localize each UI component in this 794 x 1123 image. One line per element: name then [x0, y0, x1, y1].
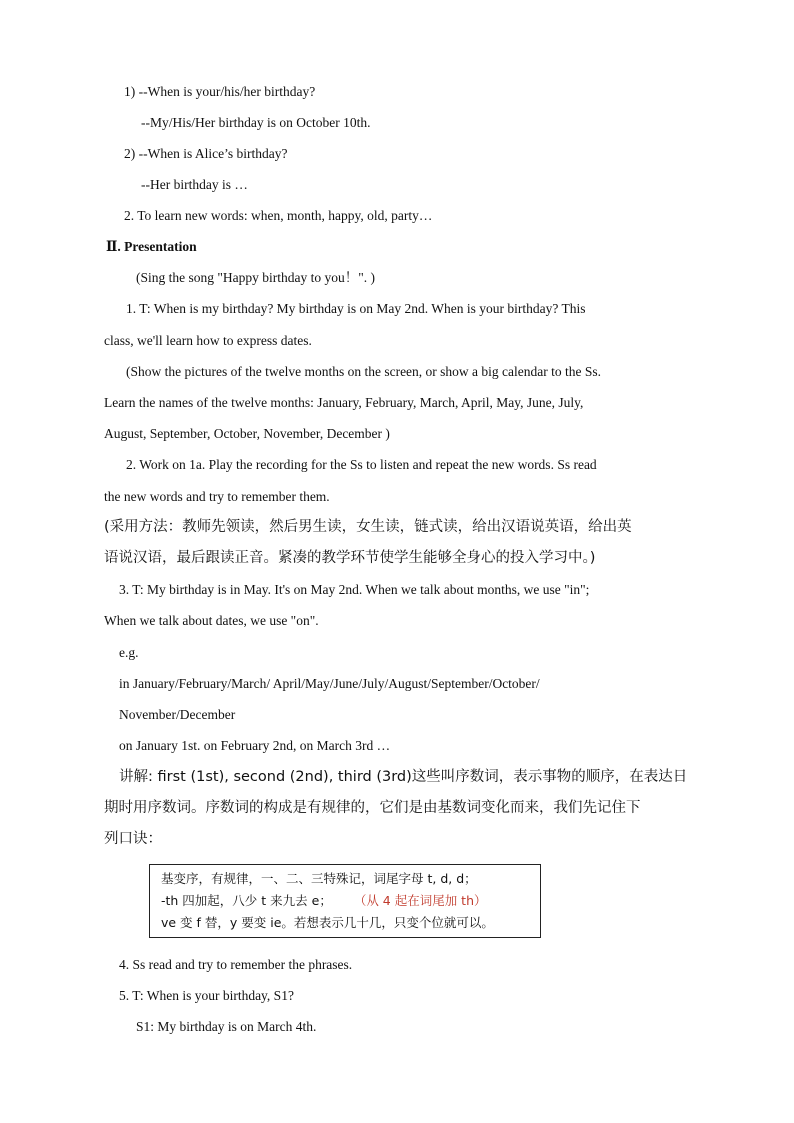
mnemonic-line-3: ve 变 f 替，y 要变 ie。若想表示几十几，只变个位就可以。 — [161, 915, 494, 930]
new-words-line: 2. To learn new words: when, month, happy, old, party… — [124, 208, 433, 223]
question-2: 2) --When is Alice’s birthday? — [124, 146, 288, 161]
step-1-line-2: class, we'll learn how to express dates. — [104, 333, 312, 348]
step-1-line-1: 1. T: When is my birthday? My birthday is on May 2nd. When is your birthday? This — [126, 301, 586, 316]
answer-1: --My/His/Her birthday is on October 10th. — [141, 115, 371, 130]
mnemonic-line-1: 基变序，有规律，一、二、三特殊记，词尾字母 t, d, d； — [161, 871, 477, 886]
explanation-label: 讲解 — [119, 769, 148, 785]
months-note-line-1: (Show the pictures of the twelve months on the screen, or show a big calendar to the Ss. — [126, 364, 602, 379]
mnemonic-annotation: （从 4 起在词尾加 th） — [353, 893, 487, 908]
method-note-line-2: 语说汉语，最后跟读正音。紧凑的教学环节使学生能够全身心的投入学习中。) — [104, 550, 596, 566]
sing-instruction: (Sing the song "Happy birthday to you！". ) — [136, 270, 375, 285]
step-2-line-1: 2. Work on 1a. Play the recording for the Ss to listen and repeat the new words. Ss read — [126, 457, 597, 472]
explanation-line-1: 讲解: first (1st), second (2nd), third (3rd)这些叫序数词，表示事物的顺序，在表达日 — [119, 769, 688, 785]
explanation-line-2: 期时用序数词。序数词的构成是有规律的，它们是由基数词变化而来，我们先记住下 — [104, 800, 641, 816]
step-5-question: 5. T: When is your birthday, S1? — [119, 988, 294, 1003]
step-4: 4. Ss read and try to remember the phrases. — [119, 957, 353, 972]
step-3-line-1: 3. T: My birthday is in May. It's on May 2nd. When we talk about months, we use "in"; — [119, 582, 590, 597]
answer-2: --Her birthday is … — [141, 177, 248, 192]
method-note-line-1: (采用方法：教师先领读，然后男生读，女生读，链式读，给出汉语说英语，给出英 — [104, 519, 632, 535]
section-heading — [106, 239, 197, 255]
explanation-line-3: 列口诀： — [104, 831, 162, 847]
example-months-line-1: in January/February/March/ April/May/June/July/August/September/October/ — [119, 676, 540, 691]
mnemonic-line-2 — [161, 893, 487, 909]
step-5-answer: S1: My birthday is on March 4th. — [136, 1019, 317, 1034]
step-2-line-2: the new words and try to remember them. — [104, 489, 330, 504]
mnemonic-line-2-text: -th 四加起，八少 t 来九去 e； — [161, 893, 332, 908]
step-3-line-2: When we talk about dates, we use "on". — [104, 613, 319, 628]
months-note-line-2: Learn the names of the twelve months: January, February, March, April, May, June, July, — [104, 395, 584, 410]
example-dates: on January 1st. on February 2nd, on March 3rd … — [119, 738, 391, 753]
explanation-text: first (1st), second (2nd), third (3rd)这些叫序数词，表示事物的顺序，在表达日 — [157, 769, 688, 785]
example-months-line-2: November/December — [119, 707, 236, 722]
question-1: 1) --When is your/his/her birthday? — [124, 84, 316, 99]
section-title: Presentation — [124, 239, 197, 254]
mnemonic-box — [149, 864, 541, 938]
section-number: Ⅱ. — [106, 239, 121, 254]
months-note-line-3: August, September, October, November, December ) — [104, 426, 390, 441]
example-label: e.g. — [119, 645, 139, 660]
